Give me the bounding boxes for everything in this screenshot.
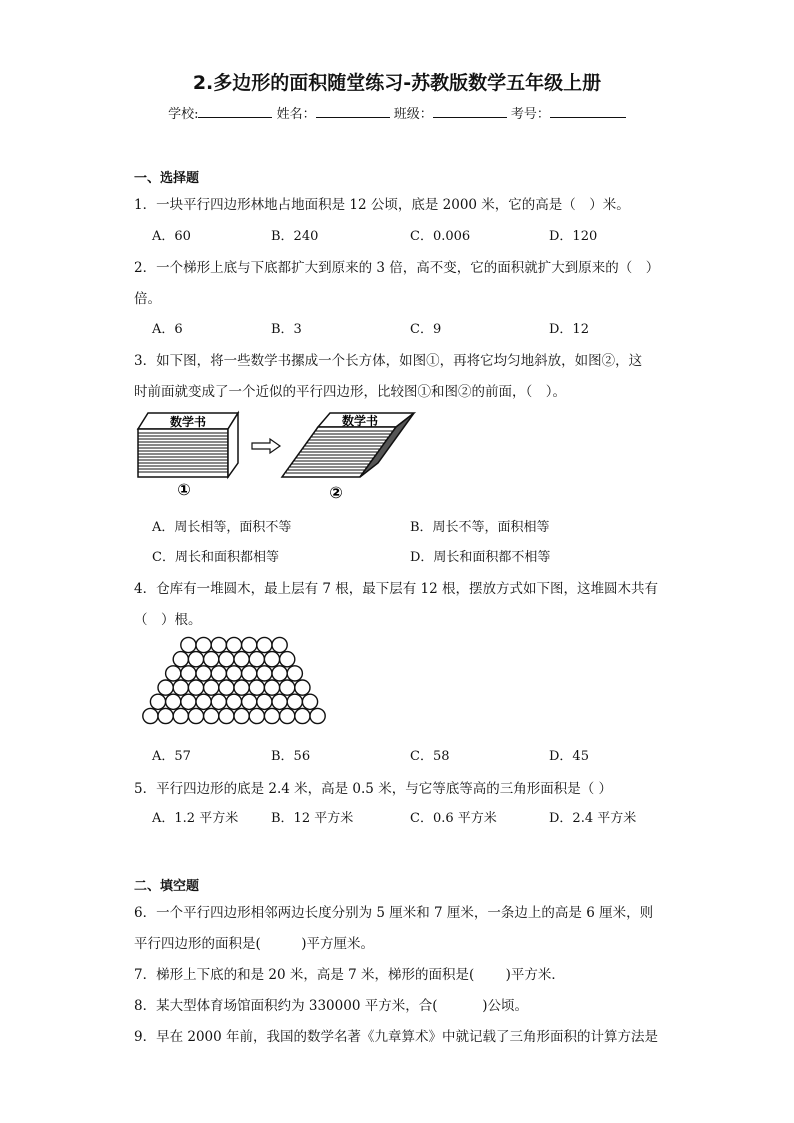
log-circle	[196, 637, 211, 652]
question-8: 8．某大型体育场馆面积约为 330000 平方米，合( )公顷。	[134, 998, 529, 1014]
log-circle	[211, 666, 226, 681]
q5-option-d[interactable]: D．2.4 平方米	[549, 811, 637, 826]
log-pile-figure	[138, 636, 330, 726]
log-circle	[249, 680, 264, 695]
log-circle	[226, 694, 241, 709]
log-circle	[264, 708, 279, 723]
log-circle	[173, 680, 188, 695]
log-circle	[173, 652, 188, 667]
q2-option-a[interactable]: A．6	[152, 322, 183, 337]
question-6-line-1: 6．一个平行四边形相邻两边长度分别为 5 厘米和 7 厘米，一条边上的高是 6 厘米，则	[134, 905, 654, 921]
log-circle	[264, 680, 279, 695]
question-6-line-2: 平行四边形的面积是( )平方厘米。	[134, 936, 375, 952]
q1-option-b[interactable]: B．240	[271, 229, 319, 244]
q1-option-a[interactable]: A．60	[152, 229, 191, 244]
student-info-line	[0, 103, 794, 122]
log-circle	[272, 637, 287, 652]
log-circle	[242, 637, 257, 652]
section-choice-title: 一、选择题	[134, 171, 200, 186]
class-blank[interactable]	[433, 105, 507, 118]
q3-option-b[interactable]: B．周长不等，面积相等	[410, 520, 550, 535]
log-circle	[257, 694, 272, 709]
log-circle	[302, 694, 317, 709]
log-circle	[219, 680, 234, 695]
log-circle	[310, 708, 325, 723]
log-circle	[188, 708, 203, 723]
q5-option-c[interactable]: C．0.6 平方米	[410, 811, 497, 826]
q4-option-c[interactable]: C．58	[410, 749, 450, 764]
question-4-line-1: 4．仓库有一堆圆木，最上层有 7 根，最下层有 12 根，摆放方式如下图，这堆圆木共有	[134, 581, 659, 597]
log-circle	[242, 694, 257, 709]
log-circle	[226, 666, 241, 681]
log-circle	[196, 666, 211, 681]
log-circle	[226, 637, 241, 652]
log-circle	[272, 694, 287, 709]
log-circle	[272, 666, 287, 681]
log-circle	[204, 652, 219, 667]
question-7: 7．梯形上下底的和是 20 米，高是 7 米，梯形的面积是( )平方米．	[134, 967, 565, 983]
name-label: 姓名：	[276, 107, 316, 122]
log-circle	[181, 694, 196, 709]
exam-number-label: 考号：	[510, 107, 550, 122]
log-circle	[204, 680, 219, 695]
q2-option-d[interactable]: D．12	[549, 322, 589, 337]
log-circle	[166, 694, 181, 709]
log-circle	[249, 652, 264, 667]
page-title: 2.多边形的面积随堂练习-苏教版数学五年级上册	[192, 72, 602, 94]
log-circle	[219, 708, 234, 723]
log-circle	[166, 666, 181, 681]
log-circle	[242, 666, 257, 681]
q5-option-b[interactable]: B．12 平方米	[271, 811, 354, 826]
q4-option-a[interactable]: A．57	[152, 749, 191, 764]
q2-option-c[interactable]: C．9	[410, 322, 442, 337]
log-circle	[234, 680, 249, 695]
log-circle	[196, 694, 211, 709]
book-stack-upright	[138, 413, 238, 477]
q1-option-c[interactable]: C．0.006	[410, 229, 471, 244]
log-circle	[257, 666, 272, 681]
question-5: 5．平行四边形的底是 2.4 米，高是 0.5 米，与它等底等高的三角形面积是（ ）	[134, 781, 612, 797]
exam-number-blank[interactable]	[550, 105, 626, 118]
q3-option-d[interactable]: D．周长和面积都不相等	[410, 550, 551, 565]
log-circle	[188, 680, 203, 695]
class-label: 班级：	[393, 107, 433, 122]
question-3-line-1: 3．如下图，将一些数学书摞成一个长方体，如图①，再将它均匀地斜放，如图②，这	[134, 353, 643, 369]
q4-option-b[interactable]: B．56	[271, 749, 311, 764]
log-circle	[181, 666, 196, 681]
log-circle	[158, 708, 173, 723]
figure-label-1: ①	[177, 480, 191, 499]
q3-option-a[interactable]: A．周长相等，面积不等	[152, 520, 292, 535]
log-circle	[280, 652, 295, 667]
log-circle	[211, 637, 226, 652]
log-circle	[204, 708, 219, 723]
log-circle	[158, 680, 173, 695]
log-circle	[173, 708, 188, 723]
book-label-2: 数学书	[341, 414, 379, 428]
book-stack-slanted	[282, 413, 414, 477]
book-label-1: 数学书	[169, 415, 207, 429]
question-9: 9．早在 2000 年前，我国的数学名著《九章算术》中就记载了三角形面积的计算方法是	[134, 1029, 659, 1045]
figure-label-2: ②	[329, 483, 343, 502]
log-circle	[234, 652, 249, 667]
q1-option-d[interactable]: D．120	[549, 229, 598, 244]
question-3-line-2: 时前面就变成了一个近似的平行四边形，比较图①和图②的前面，（ ）。	[134, 384, 566, 400]
log-circle	[295, 708, 310, 723]
log-circle	[264, 652, 279, 667]
q3-option-c[interactable]: C．周长和面积都相等	[152, 550, 279, 565]
question-1: 1．一块平行四边形林地占地面积是 12 公顷，底是 2000 米，它的高是（ ）米。	[134, 197, 630, 213]
q4-option-d[interactable]: D．45	[549, 749, 589, 764]
q5-option-a[interactable]: A．1.2 平方米	[152, 811, 239, 826]
log-circle	[150, 694, 165, 709]
arrow-icon	[252, 439, 280, 453]
log-circle	[188, 652, 203, 667]
q2-option-b[interactable]: B．3	[271, 322, 302, 337]
log-circle	[295, 680, 310, 695]
question-4-line-2: （ ）根。	[134, 612, 202, 628]
log-circle	[143, 708, 158, 723]
log-circle	[280, 680, 295, 695]
name-blank[interactable]	[316, 105, 390, 118]
log-circle	[287, 694, 302, 709]
log-circle	[280, 708, 295, 723]
log-circle	[249, 708, 264, 723]
log-circle	[234, 708, 249, 723]
book-stack-figure	[134, 405, 424, 505]
log-circle	[181, 637, 196, 652]
question-2-line-1: 2．一个梯形上底与下底都扩大到原来的 3 倍，高不变，它的面积就扩大到原来的（ ）	[134, 260, 660, 276]
log-circle	[211, 694, 226, 709]
section-fill-title: 二、填空题	[134, 879, 200, 894]
log-circle	[287, 666, 302, 681]
school-label: 学校:	[168, 107, 199, 122]
question-2-line-2: 倍。	[134, 291, 161, 307]
school-blank[interactable]	[198, 105, 272, 118]
log-circle	[257, 637, 272, 652]
log-circle	[219, 652, 234, 667]
